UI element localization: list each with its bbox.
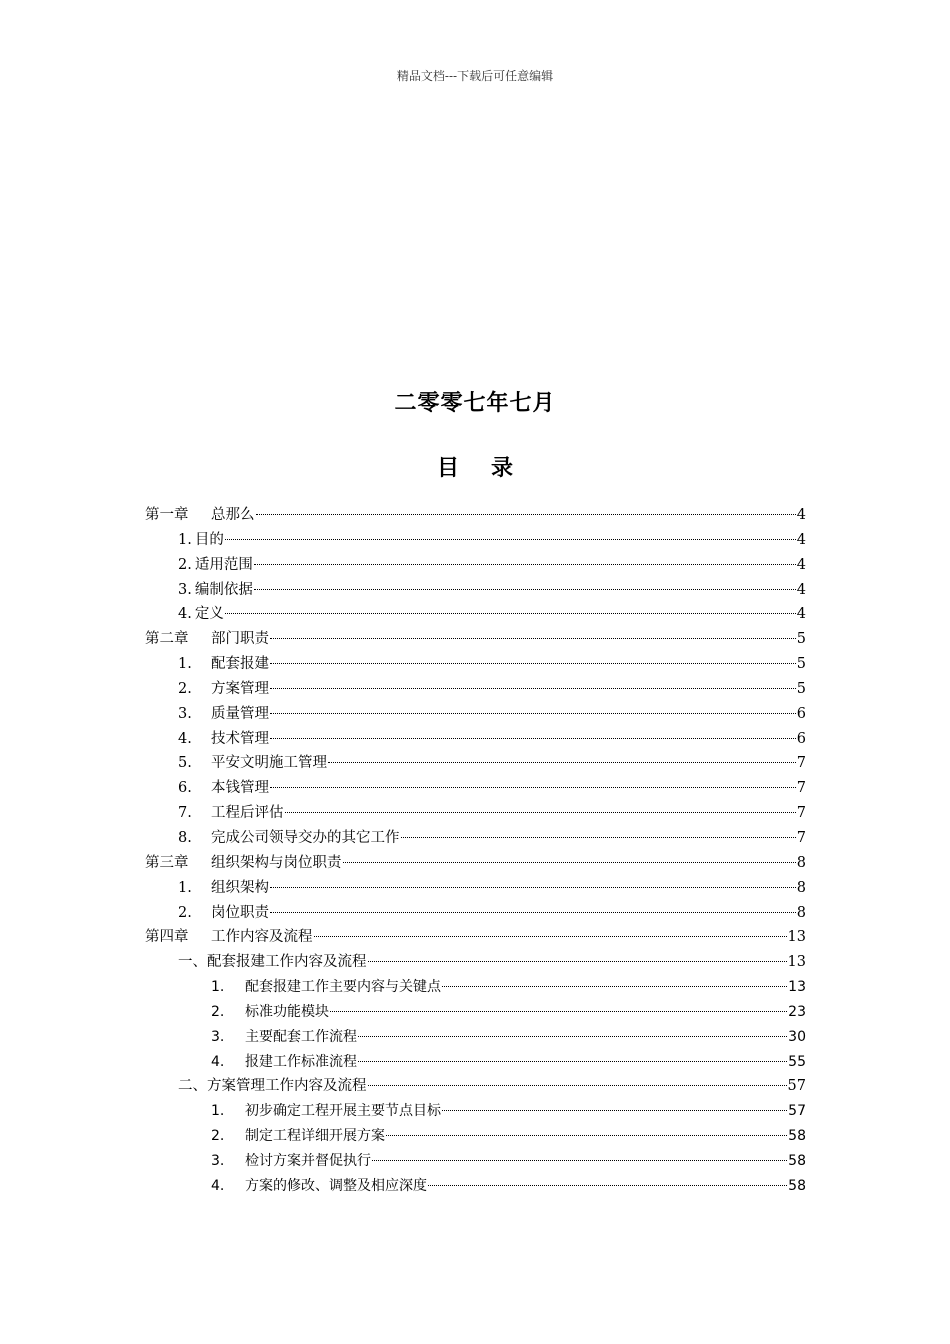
toc-entry-title: 二、方案管理工作内容及流程 bbox=[178, 1078, 367, 1095]
toc-leader-dots bbox=[343, 847, 796, 863]
toc-entry-page-number: 58 bbox=[788, 1128, 806, 1145]
table-of-contents bbox=[145, 503, 806, 1199]
toc-entry-title: 总那么 bbox=[211, 507, 255, 523]
toc-entry-page-number: 8 bbox=[796, 904, 806, 921]
toc-entry-page-number: 58 bbox=[788, 1177, 806, 1194]
toc-entry-page-number: 13 bbox=[787, 954, 806, 971]
toc-entry-title: 制定工程详细开展方案 bbox=[245, 1128, 385, 1145]
toc-entry-page-number: 7 bbox=[796, 755, 806, 772]
toc-entry-title: 完成公司领导交办的其它工作 bbox=[211, 829, 400, 846]
toc-entry-page-number: 8 bbox=[796, 879, 806, 896]
toc-entry-number: 2. bbox=[178, 904, 192, 921]
toc-entry-number: 8. bbox=[178, 829, 192, 846]
toc-leader-dots bbox=[358, 1047, 787, 1062]
toc-entry-number: 7. bbox=[178, 805, 192, 822]
toc-entry-title: 组织架构 bbox=[211, 879, 269, 896]
toc-leader-dots bbox=[442, 1096, 787, 1111]
toc-entry-number: 2. bbox=[178, 680, 192, 697]
toc-leader-dots bbox=[358, 1022, 787, 1037]
toc-entry-number: 4. bbox=[178, 730, 192, 747]
toc-entry-page-number: 6 bbox=[796, 730, 806, 747]
toc-entry-page-number: 5 bbox=[796, 656, 806, 673]
toc-leader-dots bbox=[254, 549, 796, 565]
toc-entry-number: 2. bbox=[178, 556, 192, 573]
toc-leader-dots bbox=[386, 1121, 787, 1136]
toc-entry-page-number: 7 bbox=[796, 805, 806, 822]
toc-entry-title: 岗位职责 bbox=[211, 904, 269, 921]
toc-leader-dots bbox=[270, 649, 796, 665]
toc-entry-title: 初步确定工程开展主要节点目标 bbox=[245, 1103, 441, 1120]
toc-leader-dots bbox=[256, 500, 796, 516]
toc-leader-dots bbox=[328, 748, 796, 764]
toc-leader-dots bbox=[428, 1171, 787, 1186]
toc-leader-dots bbox=[372, 1146, 787, 1161]
toc-entry-title: 技术管理 bbox=[211, 730, 269, 747]
toc-entry-page-number: 4 bbox=[796, 581, 806, 598]
toc-entry-title: 方案管理 bbox=[211, 680, 269, 697]
toc-entry-number: 1. bbox=[178, 531, 192, 548]
toc-leader-dots bbox=[330, 997, 787, 1012]
toc-entry-title: 本钱管理 bbox=[211, 780, 269, 797]
toc-entry-page-number: 4 bbox=[796, 507, 806, 523]
toc-leader-dots bbox=[270, 897, 796, 913]
toc-entry-title: 方案的修改、调整及相应深度 bbox=[245, 1177, 427, 1194]
toc-entry-page-number: 7 bbox=[796, 829, 806, 846]
toc-leader-dots bbox=[270, 698, 796, 714]
toc-entry-number: 6. bbox=[178, 780, 192, 797]
toc-entry-title: 部门职责 bbox=[211, 631, 269, 648]
toc-heading bbox=[0, 451, 950, 482]
toc-entry-number: 4. bbox=[211, 1053, 225, 1070]
toc-entry-number: 1. bbox=[211, 979, 225, 996]
toc-entry-number: 5. bbox=[178, 755, 192, 772]
toc-entry-title: 配套报建 bbox=[211, 656, 269, 673]
toc-entry-page-number: 57 bbox=[787, 1078, 806, 1095]
toc-entry-number: 第二章 bbox=[145, 631, 189, 648]
toc-entry-title: 配套报建工作主要内容与关键点 bbox=[245, 979, 441, 996]
toc-entry[interactable] bbox=[145, 1174, 806, 1199]
toc-entry-title: 编制依据 bbox=[194, 581, 253, 598]
toc-entry-page-number: 4 bbox=[796, 606, 806, 623]
toc-leader-dots bbox=[314, 922, 787, 938]
toc-entry-number: 第一章 bbox=[145, 507, 189, 523]
toc-entry-title: 组织架构与岗位职责 bbox=[211, 854, 342, 871]
toc-entry-page-number: 7 bbox=[796, 780, 806, 797]
toc-leader-dots bbox=[225, 599, 796, 615]
toc-leader-dots bbox=[442, 972, 787, 987]
toc-leader-dots bbox=[270, 673, 796, 689]
toc-leader-dots bbox=[368, 1071, 787, 1087]
toc-entry-number: 2. bbox=[211, 1128, 225, 1145]
toc-entry-page-number: 6 bbox=[796, 705, 806, 722]
toc-entry-page-number: 30 bbox=[788, 1028, 806, 1045]
toc-entry-title: 一、配套报建工作内容及流程 bbox=[178, 954, 367, 971]
toc-entry-page-number: 55 bbox=[788, 1053, 806, 1070]
toc-entry-title: 目的 bbox=[194, 531, 224, 548]
toc-entry-page-number: 57 bbox=[788, 1103, 806, 1120]
toc-entry-page-number: 23 bbox=[788, 1003, 806, 1020]
toc-entry-title: 工程后评估 bbox=[211, 805, 284, 822]
toc-entry-number: 1. bbox=[211, 1103, 225, 1120]
toc-entry-title: 主要配套工作流程 bbox=[245, 1028, 357, 1045]
toc-entry-number: 4. bbox=[211, 1177, 225, 1194]
toc-entry-number: 1. bbox=[178, 656, 192, 673]
toc-entry-page-number: 5 bbox=[796, 631, 806, 648]
toc-leader-dots bbox=[368, 947, 787, 963]
toc-entry-title: 标准功能模块 bbox=[245, 1003, 329, 1020]
toc-entry-number: 3. bbox=[178, 581, 192, 598]
toc-leader-dots bbox=[270, 773, 796, 789]
toc-heading-char-2: 录 bbox=[491, 456, 514, 481]
toc-entry-number: 第四章 bbox=[145, 929, 189, 946]
toc-leader-dots bbox=[285, 798, 796, 814]
toc-leader-dots bbox=[270, 624, 796, 640]
toc-entry-number: 4. bbox=[178, 606, 192, 623]
toc-entry-title: 报建工作标准流程 bbox=[245, 1053, 357, 1070]
toc-entry-title: 工作内容及流程 bbox=[211, 929, 313, 946]
toc-entry-number: 3. bbox=[211, 1152, 225, 1169]
toc-leader-dots bbox=[401, 822, 796, 838]
toc-entry-page-number: 8 bbox=[796, 854, 806, 871]
toc-entry-number: 3. bbox=[178, 705, 192, 722]
toc-heading-char-1: 目 bbox=[436, 456, 459, 481]
toc-entry-number: 1. bbox=[178, 879, 192, 896]
toc-entry-title: 定义 bbox=[194, 606, 224, 623]
toc-entry-number: 第三章 bbox=[145, 854, 189, 871]
toc-entry-title: 平安文明施工管理 bbox=[211, 755, 327, 772]
toc-entry-page-number: 13 bbox=[787, 929, 806, 946]
toc-entry-number: 3. bbox=[211, 1028, 225, 1045]
toc-entry-page-number: 58 bbox=[788, 1152, 806, 1169]
page-header: 精品文档---下载后可任意编辑 bbox=[396, 69, 554, 83]
toc-entry-title: 质量管理 bbox=[211, 705, 269, 722]
toc-leader-dots bbox=[270, 723, 796, 739]
toc-entry-page-number: 5 bbox=[796, 680, 806, 697]
toc-entry-page-number: 13 bbox=[788, 979, 806, 996]
toc-entry-title: 检讨方案并督促执行 bbox=[245, 1152, 371, 1169]
toc-leader-dots bbox=[225, 524, 796, 540]
toc-entry-title: 适用范围 bbox=[194, 556, 253, 573]
toc-entry-number: 2. bbox=[211, 1003, 225, 1020]
toc-entry-page-number: 4 bbox=[796, 531, 806, 548]
toc-entry-page-number: 4 bbox=[796, 556, 806, 573]
toc-leader-dots bbox=[254, 574, 796, 590]
document-date-title: 二零零七年七月 bbox=[394, 391, 556, 416]
toc-leader-dots bbox=[270, 872, 796, 888]
